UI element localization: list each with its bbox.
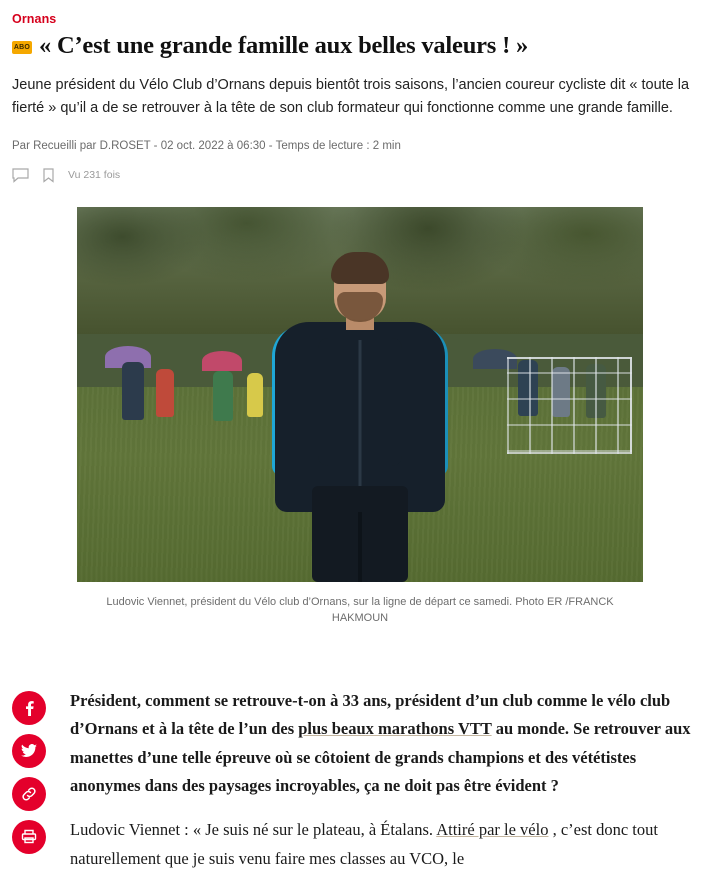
subject-hair bbox=[331, 252, 389, 284]
subject-jacket-zip bbox=[359, 340, 362, 490]
article-kicker[interactable]: Ornans bbox=[12, 12, 57, 26]
comment-icon[interactable] bbox=[12, 168, 29, 183]
page-title: « C’est une grande famille aux belles valeurs ! » bbox=[39, 32, 529, 59]
bookmark-icon[interactable] bbox=[43, 168, 54, 183]
share-facebook-button[interactable] bbox=[12, 691, 46, 725]
share-rail bbox=[12, 691, 46, 854]
subscriber-badge: ABO bbox=[12, 41, 32, 54]
subject-trousers-split bbox=[358, 512, 362, 582]
answer-inline-link[interactable]: Attiré par le vélo bbox=[436, 820, 549, 840]
crowd-person bbox=[122, 362, 144, 420]
interview-answer bbox=[70, 816, 708, 873]
subject-beard bbox=[337, 292, 383, 322]
views-count: Vu 231 fois bbox=[68, 169, 121, 182]
article-figure bbox=[12, 207, 708, 627]
headline-row bbox=[12, 32, 708, 61]
interview-question bbox=[70, 687, 708, 801]
answer-text-part2: , c’est donc tout naturellement que je suis venu faire mes classes au VCO, le bbox=[70, 820, 658, 868]
question-text-part2: au monde. Se retrouver aux manettes d’une telle épreuve où se côtoient de grands champions et des vététistes anonymes dans des paysages incroyables, ça ne doit pas être évident ? bbox=[70, 719, 691, 795]
umbrella-icon bbox=[202, 351, 242, 371]
article-body bbox=[12, 687, 708, 873]
photo-caption: Ludovic Viennet, président du Vélo club d’Ornans, sur la ligne de départ ce samedi. Photo ER /FRANCK HAKMOUN bbox=[106, 595, 614, 625]
share-print-button[interactable] bbox=[12, 820, 46, 854]
question-inline-link[interactable]: plus beaux marathons VTT bbox=[298, 719, 492, 739]
article-photo bbox=[77, 207, 643, 582]
share-twitter-button[interactable] bbox=[12, 734, 46, 768]
photo-subject bbox=[272, 252, 448, 582]
photo-barrier bbox=[507, 357, 632, 455]
crowd-person bbox=[247, 373, 263, 417]
question-text-part1: Président, comment se retrouve-t-on à 33 ans, président d’un club comme le vélo club d’Ornans et à la tête de l’un des bbox=[70, 690, 671, 739]
answer-text-part1: Ludovic Viennet : « Je suis né sur le plateau, à Étalans. bbox=[70, 820, 437, 840]
article-standfirst: Jeune président du Vélo Club d’Ornans depuis bientôt trois saisons, l’ancien coureur cycliste dit « toute la fierté » qu’il a de se retrouver à la tête de son club formateur qui fonctionne comme une grande famille. bbox=[12, 76, 690, 117]
crowd-person bbox=[213, 371, 233, 421]
crowd-person bbox=[156, 369, 174, 417]
article-byline: Par Recueilli par D.ROSET - 02 oct. 2022 à 06:30 - Temps de lecture : 2 min bbox=[12, 139, 401, 152]
share-copy-link-button[interactable] bbox=[12, 777, 46, 811]
article-meta-row bbox=[12, 168, 708, 183]
